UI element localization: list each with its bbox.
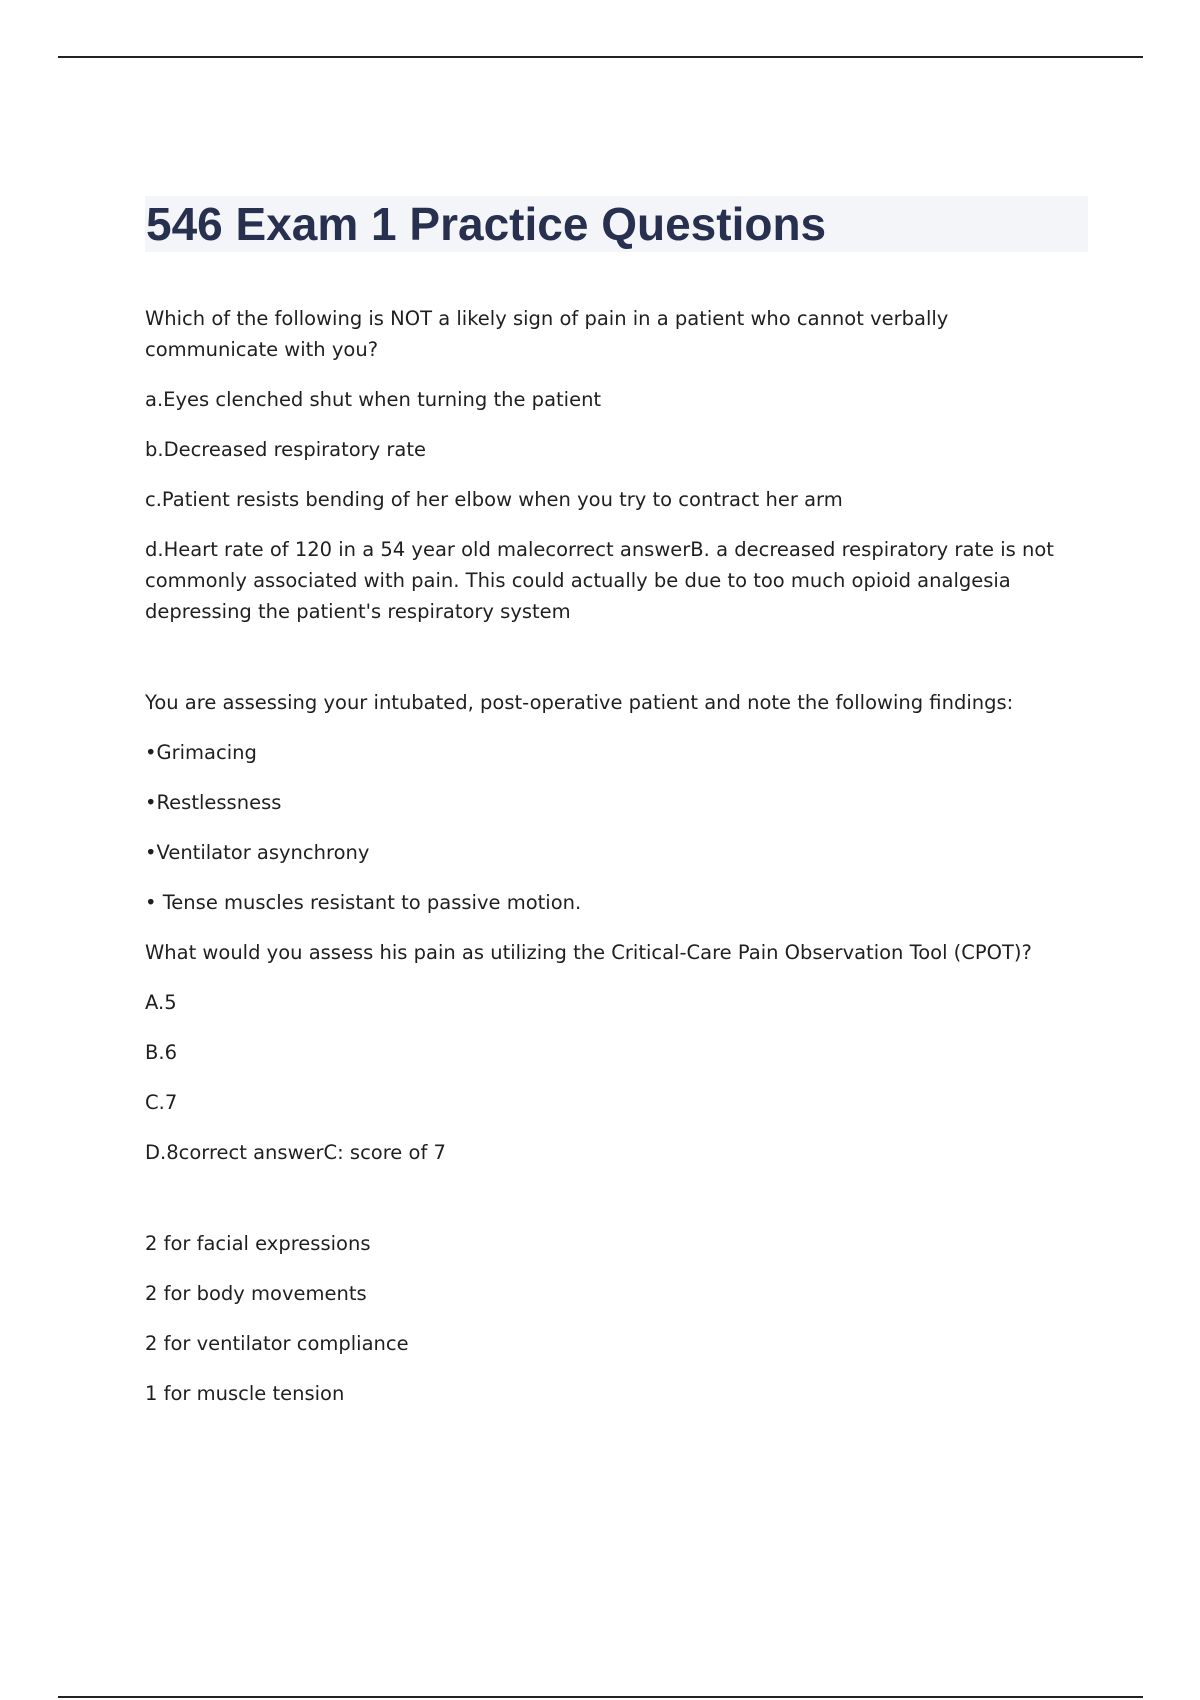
question-1-prompt: Which of the following is NOT a likely sign of pain in a patient who cannot verbally communicate with you? bbox=[145, 307, 949, 361]
question-2-option-b: B.6 bbox=[145, 1041, 177, 1064]
question-1-option-b: b.Decreased respiratory rate bbox=[145, 438, 427, 461]
question-2-option-a: A.5 bbox=[145, 991, 177, 1014]
explanation-item: 2 for body movements bbox=[145, 1282, 367, 1305]
question-separator bbox=[145, 646, 1085, 687]
question-1-option-c: c.Patient resists bending of her elbow when you try to contract her arm bbox=[145, 488, 843, 511]
question-2-option-c: C.7 bbox=[145, 1091, 178, 1114]
explanation-separator bbox=[145, 1187, 1085, 1228]
explanation-item: 2 for ventilator compliance bbox=[145, 1332, 409, 1355]
question-1-option-a: a.Eyes clenched shut when turning the patient bbox=[145, 388, 602, 411]
finding-item: •Restlessness bbox=[145, 791, 282, 814]
question-2-option-d-answer: D.8correct answerC: score of 7 bbox=[145, 1141, 446, 1164]
footer-rule bbox=[58, 1696, 1143, 1698]
question-1-option-d-answer: d.Heart rate of 120 in a 54 year old malecorrect answerB. a decreased respiratory rate is not commonly associated with pain. This could actually be due to too much opioid analgesia depressing the patient's respiratory system bbox=[145, 538, 1054, 623]
finding-item: •Grimacing bbox=[145, 741, 257, 764]
document-title: 546 Exam 1 Practice Questions bbox=[146, 198, 827, 250]
explanation-item: 1 for muscle tension bbox=[145, 1382, 345, 1405]
finding-item: •Ventilator asynchrony bbox=[145, 841, 370, 864]
explanation-item: 2 for facial expressions bbox=[145, 1232, 371, 1255]
document-body bbox=[145, 303, 1085, 1428]
header-rule bbox=[58, 56, 1143, 58]
question-2-prompt: What would you assess his pain as utilizing the Critical-Care Pain Observation Tool (CPOT)? bbox=[145, 941, 1032, 964]
question-2-intro: You are assessing your intubated, post-operative patient and note the following findings: bbox=[145, 691, 1014, 714]
finding-item: • Tense muscles resistant to passive motion. bbox=[145, 891, 582, 914]
